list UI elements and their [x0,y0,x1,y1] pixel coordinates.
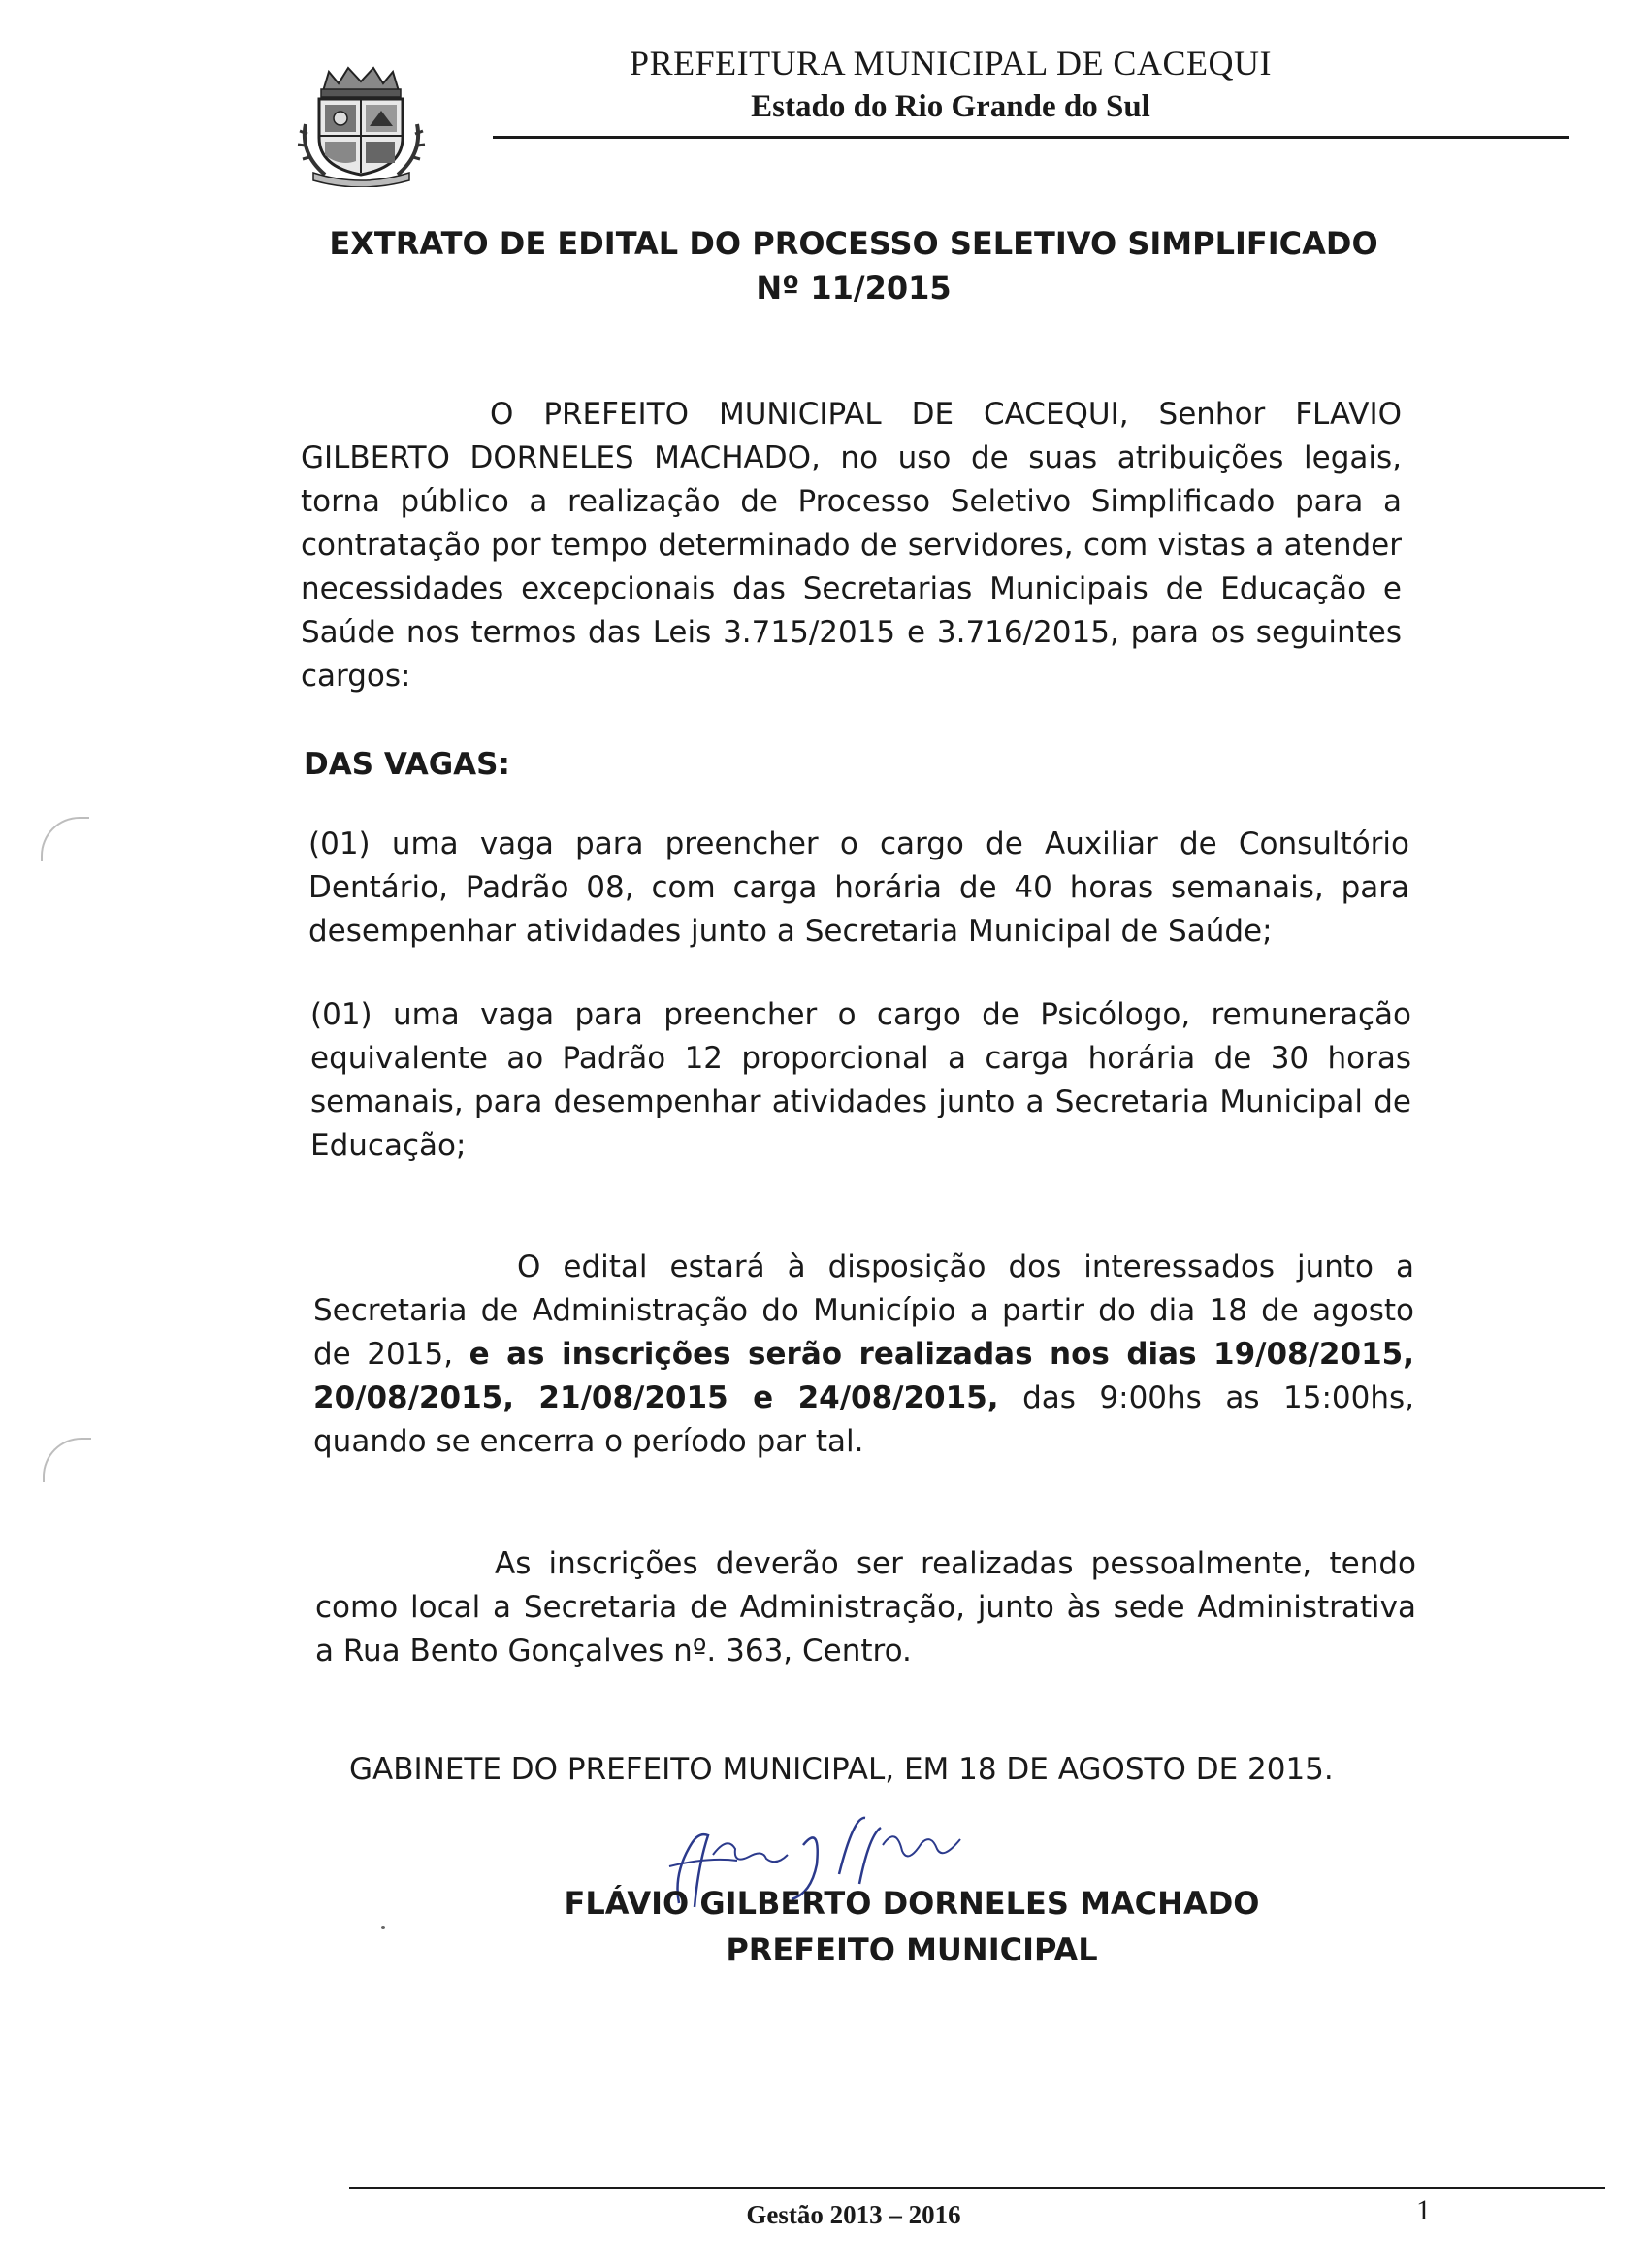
punch-hole-mark [43,1438,91,1482]
coat-of-arms-icon [296,66,427,187]
edital-text-start: O edital estará à disposição dos interessados junto a Secretaria de Administração do Município a partir do dia 18 de agosto de 2015, [313,1249,1414,1372]
document-title [291,221,1416,310]
header-divider [493,136,1569,139]
closing-line: GABINETE DO PREFEITO MUNICIPAL, EM 18 DE AGOSTO DE 2015. [349,1752,1334,1787]
intro-paragraph: O PREFEITO MUNICIPAL DE CACEQUI, Senhor FLAVIO GILBERTO DORNELES MACHADO, no uso de suas atribuições legais, torna público a realização de Processo Seletivo Simplificado para a contratação por tempo determinado de servidores, com vistas a atender necessidades excepcionais das Secretarias Municipais de Educação e Saúde nos termos das Leis 3.715/2015 e 3.716/2015, para os seguintes cargos: [301,397,1402,694]
signer-role: PREFEITO MUNICIPAL [726,1931,1098,1968]
footer-divider [349,2187,1605,2189]
section-heading-vagas: DAS VAGAS: [304,747,510,782]
document-title-line-1: EXTRATO DE EDITAL DO PROCESSO SELETIVO SIMPLIFICADO [329,225,1378,262]
inscricoes-paragraph: As inscrições deverão ser realizadas pessoalmente, tendo como local a Secretaria de Administração, junto às sede Administrativa a Rua Bento Gonçalves nº. 363, Centro. [315,1546,1416,1669]
edital-dates-bold: e as inscrições serão realizadas nos dias 19/08/2015, 20/08/2015, 21/08/2015 e 24/08/2015, [313,1337,1414,1415]
header-title: PREFEITURA MUNICIPAL DE CACEQUI [630,44,1272,82]
document-title-line-2: Nº 11/2015 [756,270,952,307]
page-number: 1 [1416,2194,1431,2226]
header-subtitle: Estado do Rio Grande do Sul [751,89,1150,124]
signer-block [427,1880,1397,1973]
punch-hole-mark [41,817,89,861]
vaga-paragraph-1: (01) uma vaga para preencher o cargo de Auxiliar de Consultório Dentário, Padrão 08, com carga horária de 40 horas semanais, para desempenhar atividades junto a Secretaria Municipal de Saúde; [308,826,1409,949]
edital-paragraph [313,1246,1414,1464]
footer-gestao: Gestão 2013 – 2016 [746,2200,961,2229]
signer-name: FLÁVIO GILBERTO DORNELES MACHADO [564,1885,1260,1922]
scan-speck [381,1926,385,1929]
vaga-paragraph-2: (01) uma vaga para preencher o cargo de Psicólogo, remuneração equivalente ao Padrão 12 proporcional a carga horária de 30 horas semanais, para desempenhar atividades junto a Secretaria Municipal de Educação; [310,997,1411,1163]
edital-text-end: das 9:00hs as 15:00hs, quando se encerra o período par tal. [313,1380,1414,1459]
